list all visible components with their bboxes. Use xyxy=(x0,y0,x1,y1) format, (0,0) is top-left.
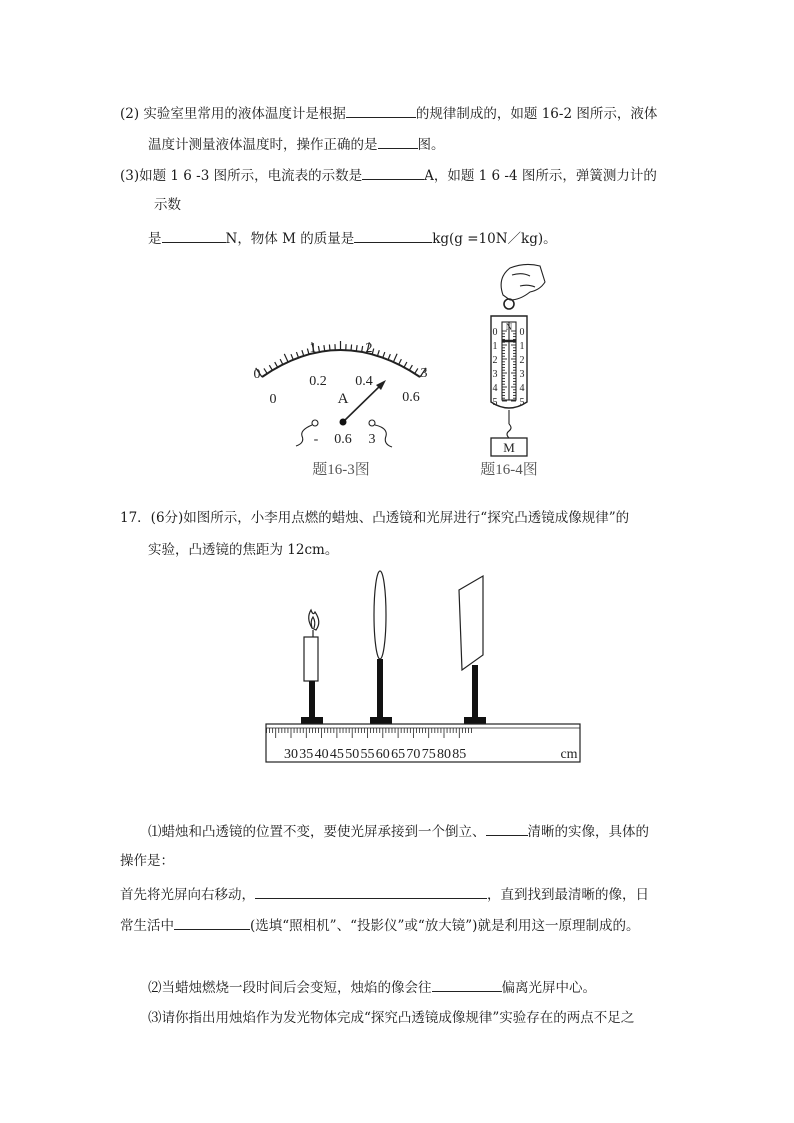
q17-s2-line1: ⑵当蜡烛燃烧一段时间后会变短，烛焰的像会往 偏离光屏中心。 xyxy=(148,977,596,997)
lens-base xyxy=(370,717,392,724)
convex-lens xyxy=(374,571,386,659)
answer-blank[interactable] xyxy=(432,977,502,992)
optical-bench-figure xyxy=(258,570,588,780)
terminal-label: 0.6 xyxy=(334,432,352,447)
ruler-label: 65 xyxy=(391,747,406,762)
ammeter-top-label: 1 xyxy=(309,341,317,356)
spring-scale-left: 1 xyxy=(492,341,498,352)
ruler-label: 35 xyxy=(299,747,314,762)
q17-s1-line3: 首先将光屏向右移动， ，直到找到最清晰的像，日 xyxy=(120,884,649,904)
spring-scale-right: 0 xyxy=(519,327,525,338)
answer-blank[interactable] xyxy=(362,165,424,180)
q16-p3-line2: 示数 xyxy=(154,197,181,213)
ammeter-tick xyxy=(351,345,352,351)
figure-caption: 题16-4图 xyxy=(480,462,538,478)
spring-letter: N xyxy=(505,322,513,332)
ammeter-tick xyxy=(318,346,319,352)
ammeter-tick xyxy=(296,352,298,358)
terminal-label: 3 xyxy=(368,432,376,447)
answer-blank[interactable] xyxy=(162,228,226,243)
q17-s1-line1: ⑴蜡烛和凸透镜的位置不变，要使光屏承接到一个倒立、 清晰的实像，具体的 xyxy=(148,821,649,841)
ammeter-bottom-label: 0.4 xyxy=(355,374,373,389)
ruler-label: 50 xyxy=(345,747,360,762)
ammeter-bottom-label: 0 xyxy=(269,392,277,407)
spring-scale-left: 2 xyxy=(492,355,498,366)
ruler-label: 85 xyxy=(452,747,467,762)
ammeter-tick xyxy=(356,345,357,351)
candle-base xyxy=(301,717,323,724)
ammeter-tick xyxy=(399,359,402,364)
spring-scale-right: 3 xyxy=(519,369,525,380)
spring-scale-left: 5 xyxy=(492,397,498,408)
ammeter xyxy=(256,341,426,377)
ruler-label: 45 xyxy=(329,747,344,762)
ammeter-tick xyxy=(284,354,288,362)
spring-balance xyxy=(491,264,545,456)
ammeter-tick xyxy=(302,350,304,356)
q17-s1-line2: 操作是： xyxy=(120,853,174,869)
spring-scale-right: 5 xyxy=(519,397,525,408)
ammeter-bottom-label: 0.2 xyxy=(309,374,327,389)
ruler-unit: cm xyxy=(560,747,578,762)
ruler-label: 75 xyxy=(421,747,436,762)
ruler-label: 70 xyxy=(406,747,421,762)
ammeter-tick xyxy=(269,365,272,370)
ammeter-top-label: 2 xyxy=(365,341,373,356)
candle-stand xyxy=(309,681,315,719)
mass-label: M xyxy=(503,440,515,455)
candle xyxy=(304,610,319,681)
ammeter-unit: A xyxy=(337,391,349,407)
q17-s1-line4: 常生活中 (选填“照相机”、“投影仪”或“放大镜”)就是利用这一原理制成的。 xyxy=(120,915,639,935)
ammeter-tick xyxy=(291,354,293,360)
ammeter-tick xyxy=(404,362,407,367)
ruler-label: 30 xyxy=(284,747,298,762)
ammeter-tick xyxy=(393,354,397,362)
q16-p3-line3: 是 N，物体 M 的质量是 kg(g =10N／kg)。 xyxy=(148,228,557,248)
ammeter-tick xyxy=(275,362,278,367)
ammeter-tick xyxy=(362,346,363,352)
lens-stand xyxy=(377,659,383,719)
ammeter-tick xyxy=(409,365,412,370)
pivot-dot xyxy=(340,419,347,426)
spring-scale-right: 1 xyxy=(519,341,525,352)
ruler-label: 55 xyxy=(360,747,375,762)
spring-scale-left: 3 xyxy=(492,369,498,380)
ammeter-tick xyxy=(377,350,379,356)
q17-line2: 实验，凸透镜的焦距为 12cm。 xyxy=(148,542,339,558)
ammeter-bottom-label: 0.6 xyxy=(402,390,420,405)
ammeter-tick xyxy=(383,352,385,358)
ammeter-tick xyxy=(415,368,418,373)
ammeter-top-label: 3 xyxy=(420,366,428,381)
light-screen xyxy=(459,576,483,670)
ruler-label: 40 xyxy=(314,747,329,762)
screen-base xyxy=(464,717,486,724)
ruler-label: 80 xyxy=(437,747,451,762)
ammeter-tick xyxy=(329,345,330,351)
q16-p2-line1: (2) 实验室里常用的液体温度计是根据 的规律制成的，如题 16-2 图所示，液体 xyxy=(120,103,657,123)
spring-scale-left: 0 xyxy=(492,327,498,338)
figure-16-3-16-4 xyxy=(240,258,560,483)
answer-blank[interactable] xyxy=(346,103,416,118)
answer-blank[interactable] xyxy=(174,915,250,930)
ammeter-tick xyxy=(280,359,283,364)
spring-scale-right: 2 xyxy=(519,355,525,366)
ammeter-tick xyxy=(264,368,267,373)
q16-p2-line2: 温度计测量液体温度时，操作正确的是 图。 xyxy=(148,134,445,154)
answer-blank[interactable] xyxy=(486,821,528,836)
ammeter-top-label: 0 xyxy=(253,367,261,382)
ammeter-tick xyxy=(388,354,390,360)
q17-s3-line1: ⑶请你指出用烛焰作为发光物体完成“探究凸透镜成像规律”实验存在的两点不足之 xyxy=(148,1010,635,1026)
answer-blank[interactable] xyxy=(378,134,418,149)
q16-p3-line1: (3)如题 1 6 -3 图所示，电流表的示数是 A，如题 1 6 -4 图所示，弹簧测力计的 xyxy=(120,165,657,185)
figure-caption: 题16-3图 xyxy=(312,462,370,478)
q17-line1: 17．(6分)如图所示，小李用点燃的蜡烛、凸透镜和光屏进行“探究凸透镜成像规律”的 xyxy=(120,510,630,526)
spring-scale-left: 4 xyxy=(492,383,498,394)
answer-blank[interactable] xyxy=(255,884,487,899)
answer-blank[interactable] xyxy=(354,228,432,243)
spring-scale-right: 4 xyxy=(519,383,525,394)
ammeter-tick xyxy=(324,345,325,351)
terminal-label: - xyxy=(313,432,319,447)
screen-stand xyxy=(472,665,478,719)
ruler-label: 60 xyxy=(375,747,390,762)
